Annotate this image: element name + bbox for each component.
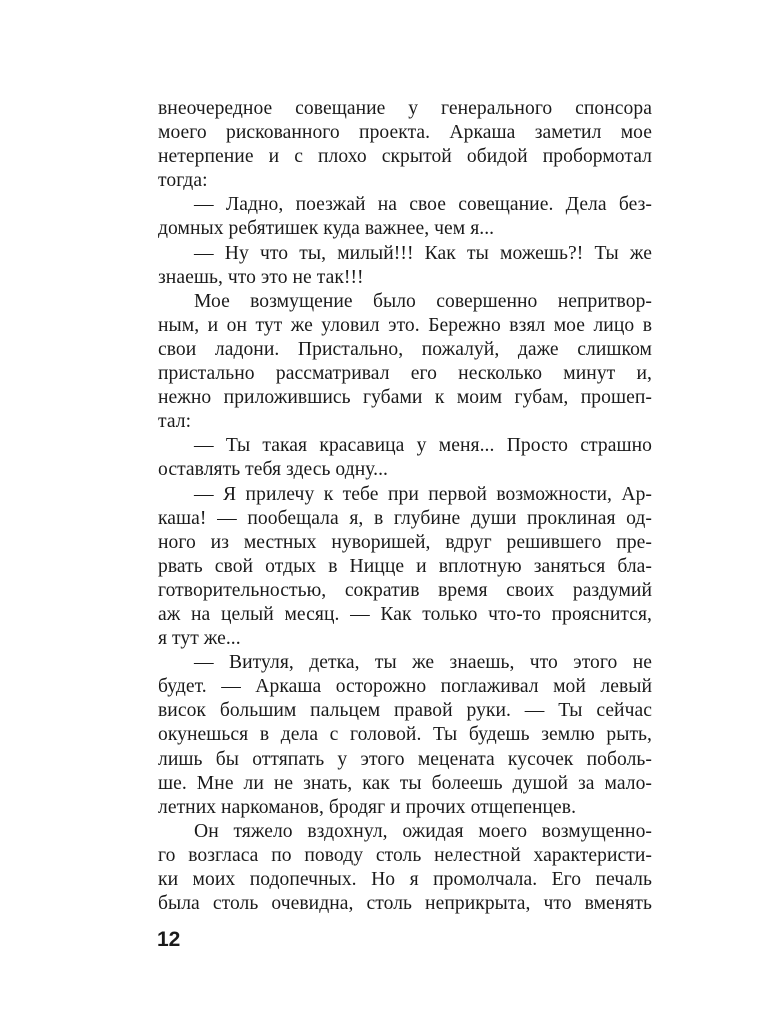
text-line: свои ладони. Пристально, пожалуй, даже слишком [158,338,652,360]
text-line: тогда: [158,170,208,192]
text-line: рвать свой отдых в Ницце и вплотную заняться бла- [158,555,652,577]
text-line: — Ты такая красавица у меня... Просто страшно [194,435,652,457]
text-line: — Я прилечу к тебе при первой возможности, Ар- [194,483,652,505]
text-line: летних наркоманов, бродяг и прочих отщепенцев. [158,796,577,818]
text-line: ше. Мне ли не знать, как ты болеешь душой за мало- [158,772,652,794]
text-line: готворительностью, сократив время своих раздумий [158,579,652,601]
text-line: — Ну что ты, милый!!! Как ты можешь?! Ты же [194,242,652,264]
text-line: нежно приложившись губами к моим губам, прошеп- [158,387,652,409]
text-line: моего рискованного проекта. Аркаша заметил мое [158,122,652,144]
text-line: каша! — пообещала я, в глубине души проклиная од- [158,507,652,529]
text-line: Он тяжело вздохнул, ожидая моего возмущенно- [194,820,652,842]
text-line: я тут же... [158,628,241,650]
text-line: будет. — Аркаша осторожно поглаживал мой левый [158,676,652,698]
body-text [158,97,652,916]
text-line: ного из местных нуворишей, вдруг решившего пре- [158,531,652,553]
text-line: — Витуля, детка, ты же знаешь, что этого не [194,652,652,674]
text-line: аж на целый месяц. — Как только что-то прояснится, [158,603,652,625]
text-line: оставлять тебя здесь одну... [158,459,388,481]
text-line: Мое возмущение было совершенно непритвор- [194,290,652,312]
text-line: нетерпение и с плохо скрытой обидой пробормотал [158,146,652,168]
text-line: лишь бы оттяпать у этого мецената кусочек поболь- [158,748,652,770]
text-line: — Ладно, поезжай на свое совещание. Дела без- [194,194,652,216]
text-line: ным, и он тут же уловил это. Бережно взял мое лицо в [158,314,652,336]
text-line: внеочередное совещание у генерального спонсора [158,98,652,119]
text-line: висок большим пальцем правой руки. — Ты сейчас [158,700,652,722]
text-line: домных ребятишек куда важнее, чем я... [158,218,495,240]
text-line: пристально рассматривал его несколько минут и, [158,363,652,385]
text-line: тал: [158,411,192,433]
text-line: окунешься в дела с головой. Ты будешь землю рыть, [158,724,652,746]
text-line: знаешь, что это не так!!! [158,266,364,288]
text-line: была столь очевидна, столь неприкрыта, что вменять [158,893,652,915]
page-number: 12 [157,928,181,951]
text-line: го возгласа по поводу столь нелестной характеристи- [158,844,652,866]
text-line: ки моих подопечных. Но я промолчала. Его печаль [158,869,652,890]
